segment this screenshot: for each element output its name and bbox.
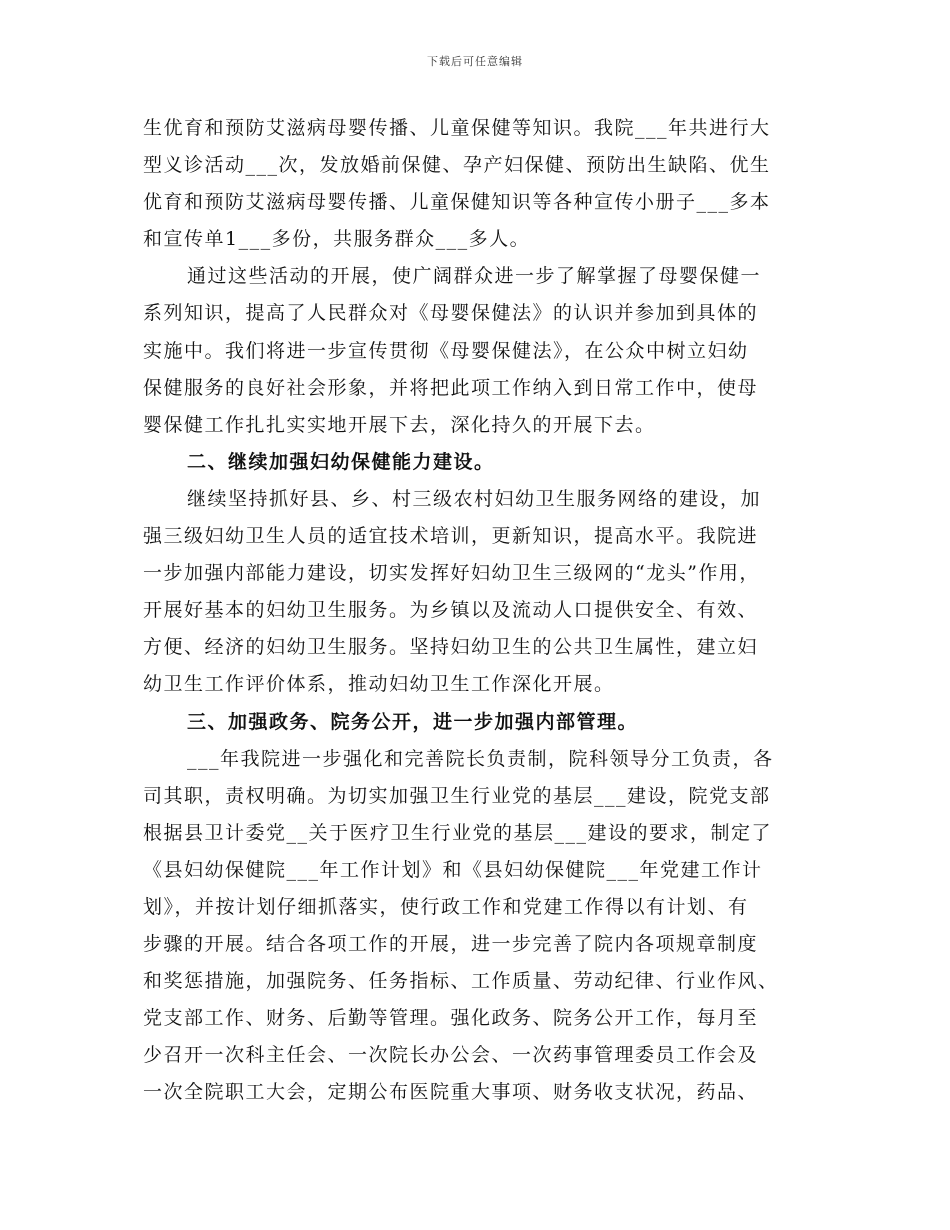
text-line: 幼卫生工作评价体系，推动妇幼卫生工作深化开展。 bbox=[143, 673, 615, 696]
text-line: 继续坚持抓好县、乡、村三级农村妇幼卫生服务网络的建设，加 bbox=[187, 487, 762, 510]
text-line: 一次全院职工大会，定期公布医院重大事项、财务收支状况，药品、 bbox=[143, 1081, 759, 1104]
text-line: 实施中。我们将进一步宣传贯彻《母婴保健法》，在公众中树立妇幼 bbox=[143, 339, 749, 362]
text-line: 根据县卫计委党__关于医疗卫生行业党的基层___建设的要求，制定了 bbox=[143, 821, 773, 844]
text-line: 划》，并按计划仔细抓落实，使行政工作和党建工作得以有计划、有 bbox=[143, 895, 749, 918]
text-line: 司其职，责权明确。为切实加强卫生行业党的基层___建设，院党支部 bbox=[143, 784, 771, 807]
text-line: 和奖惩措施，加强院务、任务指标、工作质量、劳动纪律、行业作风、 bbox=[143, 970, 779, 993]
text-line: ___年我院进一步强化和完善院长负责制，院科领导分工负责，各 bbox=[187, 747, 774, 770]
text-line: 党支部工作、财务、后勤等管理。强化政务、院务公开工作，每月至 bbox=[143, 1007, 759, 1030]
text-line: 强三级妇幼卫生人员的适宜技术培训，更新知识，提高水平。我院进 bbox=[143, 525, 759, 548]
text-line: 少召开一次科主任会、一次院长办公会、一次药事管理委员工作会及 bbox=[143, 1044, 759, 1067]
text-line: 步骤的开展。结合各项工作的开展，进一步完善了院内各项规章制度 bbox=[143, 933, 759, 956]
text-line: 开展好基本的妇幼卫生服务。为乡镇以及流动人口提供安全、有效、 bbox=[143, 599, 759, 622]
text-line: 和宣传单1___多份，共服务群众___多人。 bbox=[143, 228, 531, 251]
section-heading: 二、继续加强妇幼保健能力建设。 bbox=[187, 450, 495, 473]
text-line: 婴保健工作扎扎实实地开展下去，深化持久的开展下去。 bbox=[143, 413, 656, 436]
text-line: 通过这些活动的开展，使广阔群众进一步了解掌握了母婴保健一 bbox=[187, 265, 762, 288]
section-heading: 三、加强政务、院务公开，进一步加强内部管理。 bbox=[187, 710, 639, 733]
text-line: 型义诊活动___次，发放婚前保健、孕产妇保健、预防出生缺陷、优生 bbox=[143, 154, 771, 177]
text-line: 生优育和预防艾滋病母婴传播、儿童保健等知识。我院___年共进行大 bbox=[143, 117, 771, 139]
text-line: 方便、经济的妇幼卫生服务。坚持妇幼卫生的公共卫生属性，建立妇 bbox=[143, 636, 759, 659]
text-line: 系列知识，提高了人民群众对《母婴保健法》的认识并参加到具体的 bbox=[143, 302, 759, 325]
text-line: 保健服务的良好社会形象，并将把此项工作纳入到日常工作中，使母 bbox=[143, 376, 759, 399]
page-header: 下载后可任意编辑 bbox=[427, 55, 523, 68]
text-line: 《县妇幼保健院___年工作计划》和《县妇幼保健院___年党建工作计 bbox=[143, 858, 763, 881]
document-body bbox=[143, 110, 813, 1112]
text-line: 一步加强内部能力建设，切实发挥好妇幼卫生三级网的“龙头”作用， bbox=[143, 562, 760, 585]
text-line: 优育和预防艾滋病母婴传播、儿童保健知识等各种宣传小册子___多本 bbox=[143, 191, 771, 214]
